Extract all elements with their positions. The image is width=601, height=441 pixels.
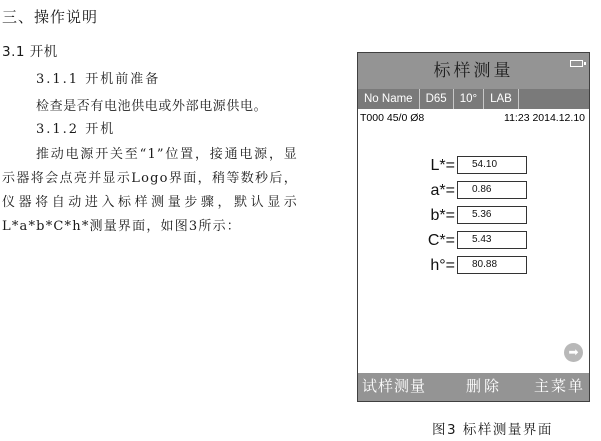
measurement-value: 54.10 bbox=[457, 156, 527, 174]
measurement-row bbox=[358, 230, 589, 252]
measurement-label: a*= bbox=[430, 182, 455, 199]
measurement-label: h°= bbox=[430, 257, 455, 274]
measurement-label: C*= bbox=[427, 232, 455, 249]
info-row bbox=[358, 109, 589, 128]
bottom-menu bbox=[358, 373, 589, 401]
measurement-label: L*= bbox=[430, 157, 455, 174]
status-tabs bbox=[358, 89, 589, 109]
measurement-label: b*= bbox=[430, 207, 455, 224]
tab-illuminant[interactable]: D65 bbox=[420, 89, 454, 109]
measurement-row bbox=[358, 255, 589, 277]
item-text-1: 检查是否有电池供电或外部电源供电。 bbox=[36, 99, 268, 114]
measurement-value: 80.88 bbox=[457, 256, 527, 274]
measurement-row bbox=[358, 155, 589, 177]
tab-sample-name[interactable]: No Name bbox=[358, 89, 420, 109]
delete-button[interactable]: 删除 bbox=[466, 378, 503, 395]
section-title: 三、操作说明 bbox=[2, 8, 99, 26]
body-paragraph: 推动电源开关至“1”位置，接通电源，显示器将会点亮并显示Logo界面，稍等数秒后，仪器将自动进入标样测量步骤，默认显示L*a*b*C*h*测量界面，如图3所示： bbox=[2, 147, 298, 234]
figure-caption: 图3 标样测量界面 bbox=[432, 422, 553, 438]
item-heading-1: 3.1.1 开机前准备 bbox=[36, 72, 161, 87]
timestamp: 11:23 2014.12.10 bbox=[504, 112, 585, 124]
measurement-value: 0.86 bbox=[457, 181, 527, 199]
main-menu-button[interactable]: 主菜单 bbox=[533, 378, 585, 395]
arrow-right-icon[interactable]: ➡ bbox=[564, 343, 583, 362]
measurement-value: 5.43 bbox=[457, 231, 527, 249]
tab-observer[interactable]: 10° bbox=[454, 89, 484, 109]
subsection-title: 3.1 开机 bbox=[2, 44, 58, 60]
measurement-value: 5.36 bbox=[457, 206, 527, 224]
tab-color-space[interactable]: LAB bbox=[484, 89, 519, 109]
device-screen bbox=[357, 52, 590, 402]
trial-measure-button[interactable]: 试样测量 bbox=[362, 378, 427, 395]
battery-icon bbox=[570, 60, 583, 67]
item-heading-2: 3.1.2 开机 bbox=[36, 122, 116, 137]
screen-title-text: 标样测量 bbox=[433, 61, 514, 80]
screen-title bbox=[358, 53, 589, 89]
tab-empty bbox=[519, 89, 589, 109]
measurement-row bbox=[358, 180, 589, 202]
sample-id: T000 45/0 Ø8 bbox=[360, 112, 425, 124]
measurement-row bbox=[358, 205, 589, 227]
